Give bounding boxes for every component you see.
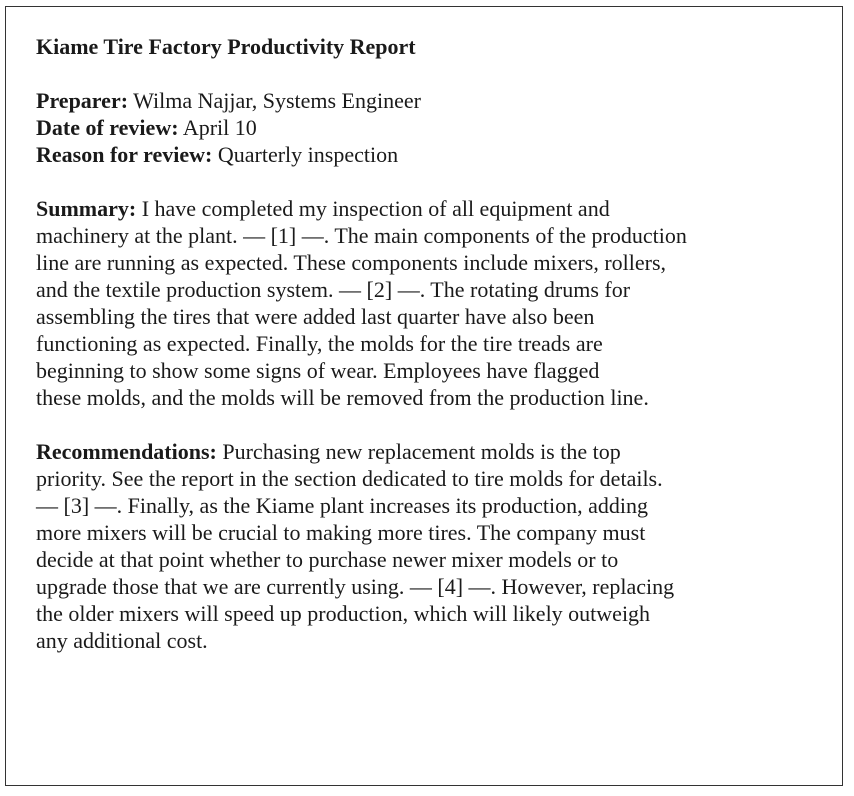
recommendations-line	[36, 438, 822, 465]
review-reason-label: Reason for review:	[36, 142, 213, 167]
recommendations-line: any additional cost.	[36, 628, 208, 653]
preparer-line	[36, 87, 822, 114]
recommendations-line: more mixers will be crucial to making more tires. The company must	[36, 520, 646, 545]
recommendations-line: priority. See the report in the section dedicated to tire molds for details.	[36, 466, 663, 491]
summary-line: these molds, and the molds will be removed from the production line.	[36, 385, 649, 410]
recommendations-text: Purchasing new replacement molds is the top	[216, 439, 621, 464]
summary-line: assembling the tires that were added last quarter have also been	[36, 304, 595, 329]
summary-line: beginning to show some signs of wear. Employees have flagged	[36, 358, 600, 383]
report-title: Kiame Tire Factory Productivity Report	[36, 34, 416, 59]
preparer-value: Wilma Najjar, Systems Engineer	[128, 88, 421, 113]
recommendations-line: upgrade those that we are currently using. — [4] —. However, replacing	[36, 574, 675, 599]
review-date-label: Date of review:	[36, 115, 179, 140]
review-reason-line	[36, 141, 822, 168]
review-reason-value: Quarterly inspection	[212, 142, 399, 167]
summary-line: functioning as expected. Finally, the molds for the tire treads are	[36, 331, 603, 356]
review-date-line	[36, 114, 822, 141]
recommendations-label: Recommendations:	[36, 439, 217, 464]
report-box	[5, 6, 843, 786]
review-date-value: April 10	[178, 115, 257, 140]
summary-line: line are running as expected. These components include mixers, rollers,	[36, 250, 667, 275]
summary-line: machinery at the plant. — [1] —. The main components of the production	[36, 223, 687, 248]
summary-paragraph	[36, 195, 822, 411]
recommendations-line: decide at that point whether to purchase newer mixer models or to	[36, 547, 619, 572]
summary-text: I have completed my inspection of all equipment and	[136, 196, 610, 221]
recommendations-line: — [3] —. Finally, as the Kiame plant increases its production, adding	[36, 493, 648, 518]
preparer-label: Preparer:	[36, 88, 129, 113]
summary-label: Summary:	[36, 196, 137, 221]
summary-line: and the textile production system. — [2] —. The rotating drums for	[36, 277, 631, 302]
report-meta	[36, 87, 822, 168]
summary-line	[36, 195, 822, 222]
recommendations-paragraph	[36, 438, 822, 654]
recommendations-line: the older mixers will speed up production, which will likely outweigh	[36, 601, 651, 626]
